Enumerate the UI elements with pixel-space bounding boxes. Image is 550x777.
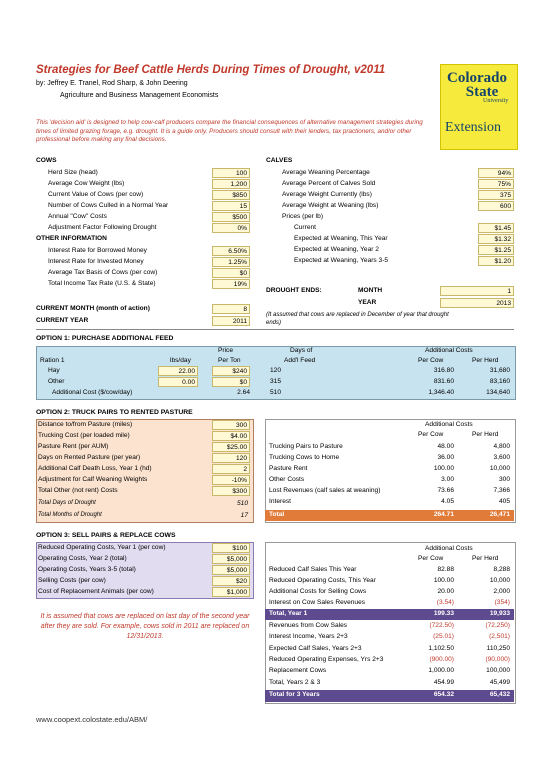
calves-prices-label: Prices (per lb) bbox=[282, 213, 324, 220]
opt1-row-price[interactable]: $0 bbox=[212, 377, 250, 387]
opt1-addl-percow: 1,346.40 bbox=[428, 389, 454, 396]
cows-row-input[interactable]: $850 bbox=[212, 190, 250, 200]
other-row-label: Interest Rate for Invested Money bbox=[48, 258, 144, 265]
current-year-label: CURRENT YEAR bbox=[36, 317, 89, 324]
opt2-input-label: Trucking Cost (per loaded mile) bbox=[38, 432, 130, 439]
opt3-total1-label: Total, Year 1 bbox=[269, 610, 308, 617]
opt2-result-label: Interest bbox=[269, 498, 291, 505]
opt2-input-label: Additional Calf Death Loss, Year 1 (hd) bbox=[38, 465, 152, 472]
opt2-input-label: Pasture Rent (per AUM) bbox=[38, 443, 109, 450]
opt1-row-perherd: 31,680 bbox=[489, 367, 510, 374]
opt2-result-perherd: 4,800 bbox=[493, 443, 510, 450]
opt1-col-lbs: lbs/day bbox=[170, 357, 191, 364]
other-row-label: Total Income Tax Rate (U.S. & State) bbox=[48, 280, 156, 287]
opt1-row-perherd: 83,160 bbox=[489, 378, 510, 385]
opt3-total1-percow: 199.33 bbox=[433, 610, 454, 617]
opt3-result-perherd: (2,501) bbox=[489, 633, 510, 641]
page-title: Strategies for Beef Cattle Herds During Times of Drought, v2011 bbox=[36, 64, 386, 76]
logo-line2: State bbox=[465, 84, 499, 100]
opt3-col-costs: Additional Costs bbox=[425, 545, 473, 552]
opt3-result-label: Interest on Cow Sales Revenues bbox=[269, 599, 366, 606]
opt3-result-label: Reduced Calf Sales This Year bbox=[269, 566, 357, 573]
opt3-result-perherd: (90,000) bbox=[485, 655, 510, 663]
opt3-input-value[interactable]: $1,000 bbox=[212, 587, 250, 597]
opt2-result-percow: 48.00 bbox=[437, 443, 454, 450]
opt3-result-perherd: 10,000 bbox=[489, 577, 510, 584]
option2-title: OPTION 2: TRUCK PAIRS TO RENTED PASTURE bbox=[36, 409, 193, 416]
disclaimer: This 'decision aid' is designed to help cow-calf producers compare the financial consequences of alternative management strategies during times of limited grazing forage, e.g. drought. It is a guide only. Producers should consult with their lenders, tax practioners, and/or other professional before making any final decisions. bbox=[36, 119, 423, 143]
opt3-input-label: Operating Costs, Years 3-5 (total) bbox=[38, 566, 136, 573]
calves-row-input[interactable]: 600 bbox=[478, 201, 514, 211]
opt1-col-days-top: Days of bbox=[290, 347, 313, 354]
opt3-result-percow: (3.54) bbox=[436, 599, 454, 606]
calves-price-label: Expected at Weaning, Years 3-5 bbox=[294, 257, 389, 264]
opt2-result-label: Lost Revenues (calf sales at weaning) bbox=[269, 487, 381, 494]
opt1-addl-days: 510 bbox=[270, 389, 282, 396]
opt3-result-label: Reduced Operating Costs, This Year bbox=[269, 577, 376, 584]
opt2-input-label: Days on Rented Pasture (per year) bbox=[38, 454, 141, 461]
opt2-result-label: Trucking Cows to Home bbox=[269, 454, 340, 461]
opt3-result-percow: 1,102.50 bbox=[428, 644, 454, 652]
opt1-col-ration: Ration 1 bbox=[40, 357, 65, 364]
opt2-result-perherd: 3,600 bbox=[493, 454, 510, 461]
opt1-row-days: 120 bbox=[270, 367, 282, 374]
calves-row-label: Average Weight at Weaning (lbs) bbox=[282, 202, 379, 209]
opt2-total-perherd: 26,471 bbox=[489, 511, 510, 518]
opt3-result-percow: (900.00) bbox=[429, 655, 454, 663]
opt2-col-costs: Additional Costs bbox=[425, 421, 473, 428]
calves-price-input[interactable]: $1.32 bbox=[478, 234, 514, 244]
option1-title: OPTION 1: PURCHASE ADDITIONAL FEED bbox=[36, 335, 174, 342]
footer-url[interactable]: www.coopext.colostate.edu/ABM/ bbox=[36, 715, 148, 724]
cows-row-input[interactable]: 1,200 bbox=[212, 179, 250, 189]
opt3-result-percow: 1,000.00 bbox=[428, 667, 454, 675]
opt2-result-perherd: 300 bbox=[498, 476, 510, 483]
opt1-col-perherd: Per Herd bbox=[472, 357, 499, 364]
cows-row-input[interactable]: 0% bbox=[212, 223, 250, 233]
opt3-input-label: Selling Costs (per cow) bbox=[38, 577, 106, 584]
opt3-input-label: Reduced Operating Costs, Year 1 (per cow) bbox=[38, 544, 166, 551]
cows-row-label: Number of Cows Culled in a Normal Year bbox=[48, 202, 169, 209]
opt1-row-days: 315 bbox=[270, 378, 282, 385]
opt3-result-label: Additional Costs for Selling Cows bbox=[269, 588, 367, 595]
opt2-result-perherd: 10,000 bbox=[489, 465, 510, 472]
opt2-input-value[interactable]: $25.00 bbox=[212, 442, 250, 452]
opt3-input-value[interactable]: $5,000 bbox=[212, 554, 250, 564]
other-row-input[interactable]: $0 bbox=[212, 268, 250, 278]
opt3-result-percow: 100.00 bbox=[433, 577, 454, 584]
cows-row-label: Current Value of Cows (per cow) bbox=[48, 191, 144, 198]
calves-row-label: Average Percent of Calves Sold bbox=[282, 180, 376, 187]
cows-row-input[interactable]: 15 bbox=[212, 201, 250, 211]
opt2-input-value[interactable]: $4.00 bbox=[212, 431, 250, 441]
opt2-total-label: Total bbox=[269, 511, 285, 518]
opt2-input-value[interactable]: 300 bbox=[212, 420, 250, 430]
opt3-input-value[interactable]: $5,000 bbox=[212, 565, 250, 575]
other-header: OTHER INFORMATION bbox=[36, 235, 107, 242]
opt3-result-perherd: 8,288 bbox=[493, 566, 510, 573]
current-year-input[interactable]: 2011 bbox=[212, 316, 250, 326]
logo-line1: Colorado bbox=[447, 70, 507, 86]
opt3-col-perherd: Per Herd bbox=[472, 555, 499, 562]
opt3-input-label: Cost of Replacement Animals (per cow) bbox=[38, 588, 154, 595]
opt3-total1-perherd: 19,933 bbox=[489, 610, 510, 617]
drought-year-input[interactable]: 2013 bbox=[440, 298, 514, 308]
opt3-col-percow: Per Cow bbox=[418, 555, 444, 562]
opt2-result-percow: 3.00 bbox=[441, 476, 454, 483]
opt2-months-value: 17 bbox=[240, 512, 248, 519]
authors: by: Jeffrey E. Tranel, Rod Sharp, & John Deering bbox=[36, 80, 188, 87]
cows-header: COWS bbox=[36, 157, 57, 164]
opt2-result-label: Trucking Pairs to Pasture bbox=[269, 443, 343, 450]
opt1-row-percow: 831.60 bbox=[433, 378, 454, 385]
other-row-label: Average Tax Basis of Cows (per cow) bbox=[48, 269, 158, 276]
opt2-input-label: Total Other (not rent) Costs bbox=[38, 487, 118, 494]
opt1-row-lbs[interactable]: 0.00 bbox=[158, 377, 198, 387]
cows-row-label: Annual "Cow" Costs bbox=[48, 213, 107, 220]
other-row-input[interactable]: 1.25% bbox=[212, 257, 250, 267]
opt3-result-perherd: 2,000 bbox=[493, 588, 510, 595]
calves-row-input[interactable]: 94% bbox=[478, 168, 514, 178]
opt3-result-percow: (722.50) bbox=[429, 622, 454, 629]
opt1-row-percow: 316.80 bbox=[433, 367, 454, 374]
opt2-days-label: Total Days of Drought bbox=[38, 500, 96, 506]
other-row-input[interactable]: 6.50% bbox=[212, 246, 250, 256]
drought-month-label: MONTH bbox=[358, 287, 383, 294]
opt3-result-label: Revenues from Cow Sales bbox=[269, 622, 348, 629]
opt2-col-perherd: Per Herd bbox=[472, 431, 499, 438]
opt3-result-perherd: 100,000 bbox=[486, 667, 510, 675]
calves-header: CALVES bbox=[266, 157, 293, 164]
opt3-result-label: Expected Calf Sales, Years 2+3 bbox=[269, 644, 362, 652]
opt3-result-perherd: 110,250 bbox=[486, 644, 510, 652]
cows-row-input[interactable]: 100 bbox=[212, 168, 250, 178]
opt3-input-label: Operating Costs, Year 2 (total) bbox=[38, 555, 127, 562]
calves-row-label: Average Weaning Percentage bbox=[282, 169, 370, 176]
opt2-input-label: Adjustment for Calf Weaning Weights bbox=[38, 476, 148, 483]
opt1-col-percow: Per Cow bbox=[418, 357, 444, 364]
cows-row-input[interactable]: $500 bbox=[212, 212, 250, 222]
opt3-result-perherd: (72,250) bbox=[485, 622, 510, 629]
opt2-result-percow: 36.00 bbox=[437, 454, 454, 461]
csu-extension-logo bbox=[440, 64, 518, 150]
opt1-col-days: Add'l Feed bbox=[284, 357, 316, 364]
opt1-col-price-top: Price bbox=[218, 347, 234, 354]
drought-month-input[interactable]: 1 bbox=[440, 286, 514, 296]
calves-row-input[interactable]: 75% bbox=[478, 179, 514, 189]
opt3-result-percow: 454.99 bbox=[433, 678, 454, 686]
calves-price-input[interactable]: $1.45 bbox=[478, 223, 514, 233]
opt2-days-value: 510 bbox=[236, 500, 248, 507]
affiliation: Agriculture and Business Management Economists bbox=[60, 92, 219, 99]
opt1-row-name: Other bbox=[48, 378, 65, 385]
opt2-result-perherd: 7,366 bbox=[493, 487, 510, 494]
opt3-result-perherd: 45,499 bbox=[489, 678, 510, 686]
opt3-total3-label: Total for 3 Years bbox=[269, 691, 320, 698]
opt1-addl-value: 2.64 bbox=[237, 389, 250, 396]
opt3-input-value[interactable]: $20 bbox=[212, 576, 250, 586]
other-row-label: Interest Rate for Borrowed Money bbox=[48, 247, 147, 254]
current-month-label: CURRENT MONTH (month of action) bbox=[36, 305, 150, 312]
opt1-row-lbs[interactable]: 22.00 bbox=[158, 366, 198, 376]
opt3-result-percow: (25.01) bbox=[433, 633, 454, 641]
opt3-note: It is assumed that cows are replaced on last day of the second year after they are sold. For example, cows sold in 2011 are replaced on 12/31/2013. bbox=[40, 613, 250, 640]
calves-row-input[interactable]: 375 bbox=[478, 190, 514, 200]
opt2-result-label: Pasture Rent bbox=[269, 465, 308, 472]
divider bbox=[36, 329, 514, 330]
opt1-addl-label: Additional Cost ($/cow/day) bbox=[52, 389, 133, 396]
logo-univ: University bbox=[483, 98, 509, 104]
calves-price-input[interactable]: $1.20 bbox=[478, 256, 514, 266]
opt2-input-value[interactable]: -10% bbox=[212, 475, 250, 485]
other-row-input[interactable]: 19% bbox=[212, 279, 250, 289]
calves-price-input[interactable]: $1.25 bbox=[478, 245, 514, 255]
opt3-result-label: Reduced Operating Expenses, Yrs 2+3 bbox=[269, 655, 384, 663]
opt3-total3-percow: 654.32 bbox=[433, 691, 454, 698]
opt2-input-label: Distance to/from Pasture (miles) bbox=[38, 421, 133, 428]
cows-row-label: Adjustment Factor Following Drought bbox=[48, 224, 157, 231]
opt1-col-costs: Additional Costs bbox=[425, 347, 473, 354]
current-month-input[interactable]: 8 bbox=[212, 304, 250, 314]
opt3-input-value[interactable]: $100 bbox=[212, 543, 250, 553]
calves-price-label: Current bbox=[294, 224, 316, 231]
drought-note: (It assumed that cows are replaced in December of year that drought ends) bbox=[266, 312, 449, 326]
opt2-result-perherd: 405 bbox=[498, 498, 510, 505]
opt1-row-price[interactable]: $240 bbox=[212, 366, 250, 376]
opt3-result-percow: 82.88 bbox=[437, 566, 454, 573]
calves-price-label: Expected at Weaning, Year 2 bbox=[294, 246, 379, 253]
opt2-result-label: Other Costs bbox=[269, 476, 305, 483]
opt3-result-percow: 20.00 bbox=[437, 588, 454, 595]
opt2-result-percow: 73.66 bbox=[437, 487, 454, 494]
opt2-col-percow: Per Cow bbox=[418, 431, 444, 438]
drought-label: DROUGHT ENDS: bbox=[266, 287, 322, 294]
opt2-input-value[interactable]: 2 bbox=[212, 464, 250, 474]
opt1-row-name: Hay bbox=[48, 367, 60, 374]
cows-row-label: Average Cow Weight (lbs) bbox=[48, 180, 125, 187]
opt3-result-label: Total, Years 2 & 3 bbox=[269, 678, 321, 686]
opt1-addl-perherd: 134,640 bbox=[486, 389, 510, 396]
opt2-total-percow: 264.71 bbox=[433, 511, 454, 518]
opt3-result-label: Replacement Cows bbox=[269, 667, 327, 675]
opt2-input-value[interactable]: 120 bbox=[212, 453, 250, 463]
calves-row-label: Average Weight Currently (lbs) bbox=[282, 191, 372, 198]
option3-title: OPTION 3: SELL PAIRS & REPLACE COWS bbox=[36, 532, 176, 539]
opt2-input-value[interactable]: $300 bbox=[212, 486, 250, 496]
opt3-result-label: Interest Income, Years 2+3 bbox=[269, 633, 348, 641]
opt1-col-price: Per Ton bbox=[218, 357, 241, 364]
opt2-result-percow: 4.05 bbox=[441, 498, 454, 505]
drought-year-label: YEAR bbox=[358, 299, 377, 306]
logo-ext: Extension bbox=[445, 120, 501, 135]
opt3-total3-perherd: 65,432 bbox=[489, 691, 510, 698]
opt2-months-label: Total Months of Drought bbox=[38, 512, 102, 518]
opt3-result-perherd: (354) bbox=[494, 599, 510, 606]
calves-price-label: Expected at Weaning, This Year bbox=[294, 235, 388, 242]
opt2-result-percow: 100.00 bbox=[433, 465, 454, 472]
cows-row-label: Herd Size (head) bbox=[48, 169, 98, 176]
